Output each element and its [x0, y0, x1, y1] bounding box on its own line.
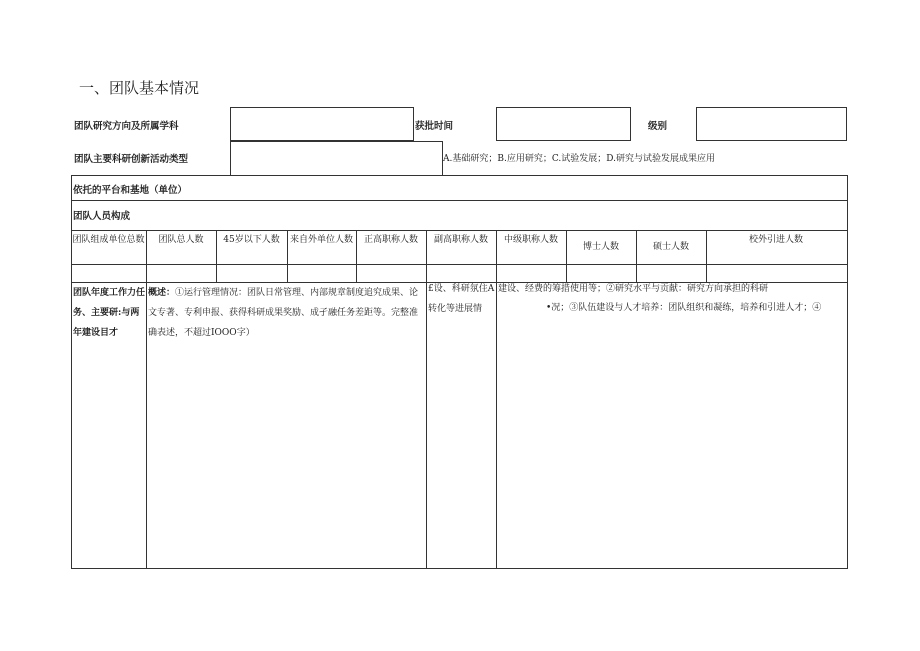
platform-label: 依托的平台和基地（单位）: [73, 185, 188, 196]
members-label: 团队人员构成: [73, 211, 131, 222]
tasks-progress-text: £设、科研氛住A转化等进展情: [428, 284, 495, 314]
cell-total[interactable]: [147, 265, 215, 281]
column-divider: [146, 282, 147, 568]
tasks-description[interactable]: [148, 283, 425, 343]
research-direction-field[interactable]: [230, 107, 414, 141]
activity-type-field[interactable]: [230, 141, 443, 176]
tasks-detail-line-2: •况；③队伍建设与人才培养：团队组织和凝练，培养和引进人才；④: [546, 303, 822, 313]
activity-type-label: 团队主要科研创新活动类型: [74, 154, 189, 165]
column-header-under-45: 45岁以下人数: [223, 235, 280, 245]
column-divider: [496, 282, 497, 568]
column-header-external: 来自外单位人数: [289, 235, 353, 245]
cell-external[interactable]: [288, 265, 355, 281]
research-direction-label: 团队研究方向及所属学科: [74, 121, 179, 132]
summary-text: ①运行管理情况：团队日常管理、内部规章制度追究成果、论文专著、专利申报、获得科研成果奖励、成孑融任务差距等。完整准确表述，不超过IOOO字）: [148, 288, 419, 338]
column-header-senior: 正高职称人数: [363, 235, 418, 245]
column-header-unit-count: 团队组成单位总数: [72, 235, 145, 245]
approval-time-field[interactable]: [496, 107, 631, 141]
column-divider: [426, 282, 427, 568]
cell-senior[interactable]: [357, 265, 425, 281]
column-header-recruited: 校外引进人数: [748, 235, 803, 245]
column-header-total: 团队总人数: [158, 235, 204, 245]
approval-time-label: 获批时间: [415, 121, 454, 132]
column-header-intermediate: 中级职称人数: [503, 235, 558, 245]
column-header-associate: 副高职称人数: [433, 235, 488, 245]
tasks-label: [73, 283, 145, 343]
tasks-label-text: 团队年度工作力任务、主要研:与两年建设目才: [73, 288, 146, 338]
column-header-phd: 博士人数: [582, 242, 619, 252]
section-title: 一、团队基本情况: [79, 79, 200, 97]
cell-unit-count[interactable]: [72, 265, 145, 281]
divider: [71, 200, 848, 201]
level-field[interactable]: [696, 107, 847, 141]
tasks-detail-line-1: 建设、经费的筹措使用等；②研究水平与贡献：研究方向承担的科研: [498, 284, 769, 294]
activity-type-options: A.基础研究；B.应用研究；C.试验发展；D.研究与试验发展成果应用: [443, 154, 716, 164]
summary-label: 概述：: [148, 288, 176, 298]
level-label: 级别: [648, 121, 668, 132]
column-header-masters: 硕士人数: [652, 242, 689, 252]
cell-under-45[interactable]: [217, 265, 286, 281]
divider: [71, 230, 848, 231]
